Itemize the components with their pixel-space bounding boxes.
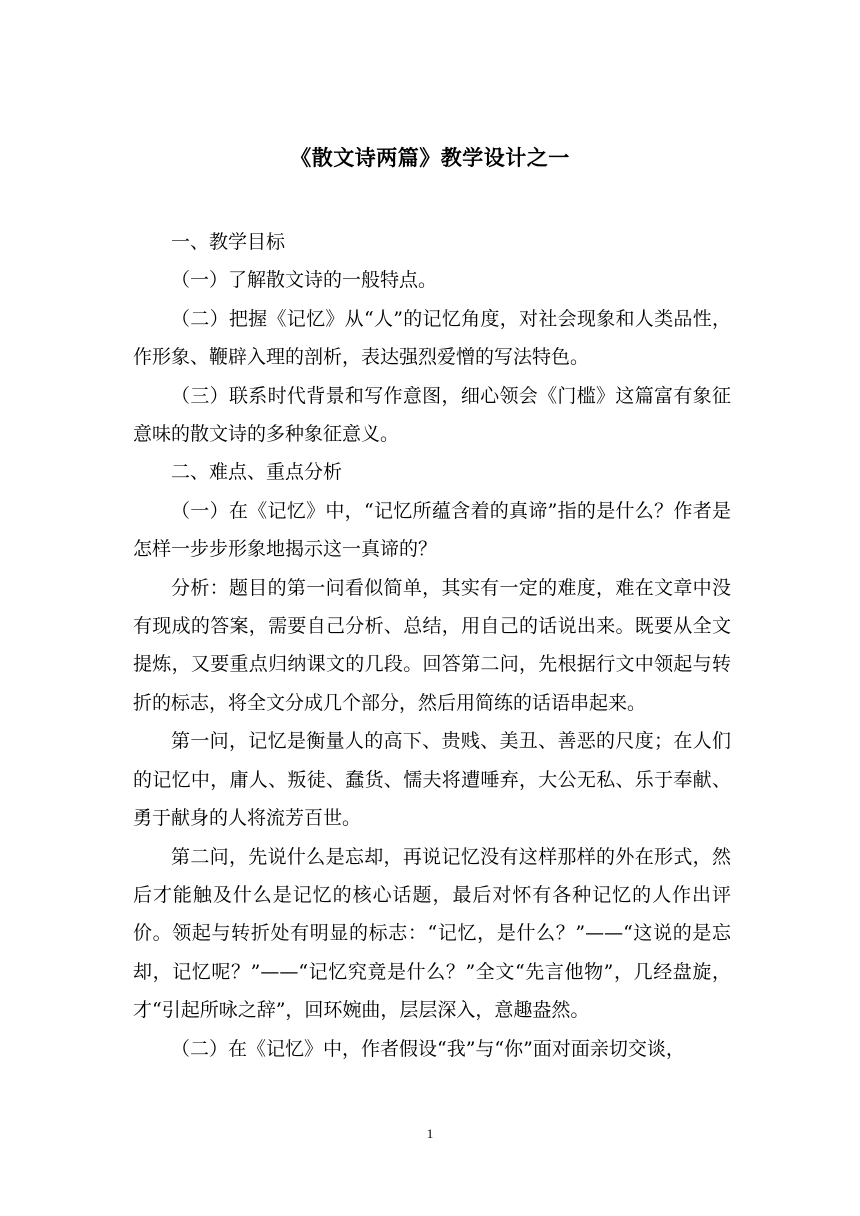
analysis-paragraph: 分析：题目的第一问看似简单，其实有一定的难度，难在文章中没有现成的答案，需要自己分析、总结，用自己的话说出来。既要从全文提炼，又要重点归纳课文的几段。回答第二问，先根据行文中领起与转折的标志，将全文分成几个部分，然后用简练的话语串起来。 [133, 576, 731, 714]
section-heading-key-points: 二、难点、重点分析 [171, 461, 343, 484]
question-item-2: （二）在《记忆》中，作者假设“我”与“你”面对面亲切交谈， [171, 1037, 685, 1060]
goal-item-3: （三）联系时代背景和写作意图，细心领会《门槛》这篇富有象征意味的散文诗的多种象征意义。 [133, 384, 731, 446]
page-number: 1 [426, 1126, 434, 1141]
document-title: 《散文诗两篇》教学设计之一 [290, 145, 570, 170]
section-heading-teaching-goals: 一、教学目标 [171, 231, 286, 253]
document-body [133, 223, 731, 1068]
question-item-1: （一）在《记忆》中，“记忆所蕴含着的真谛”指的是什么？作者是怎样一步步形象地揭示这一真谛的？ [133, 499, 731, 561]
goal-item-2: （二）把握《记忆》从“人”的记忆角度，对社会现象和人类品性，作形象、鞭辟入理的剖析，表达强烈爱憎的写法特色。 [133, 307, 731, 369]
second-question-answer: 第二问，先说什么是忘却，再说记忆没有这样那样的外在形式，然后才能触及什么是记忆的核心话题，最后对怀有各种记忆的人作出评价。领起与转折处有明显的标志：“记忆，是什么？”——“这说的是忘却，记忆呢？”——“记忆究竟是什么？”全文“先言他物”，几经盘旋，才“引起所咏之辞”，回环婉曲，层层深入，意趣盎然。 [133, 845, 731, 1022]
goal-item-1: （一）了解散文诗的一般特点。 [171, 269, 438, 292]
first-question-answer: 第一问，记忆是衡量人的高下、贵贱、美丑、善恶的尺度；在人们的记忆中，庸人、叛徒、蠢货、懦夫将遭唾弃，大公无私、乐于奉献、勇于献身的人将流芳百世。 [133, 730, 731, 830]
